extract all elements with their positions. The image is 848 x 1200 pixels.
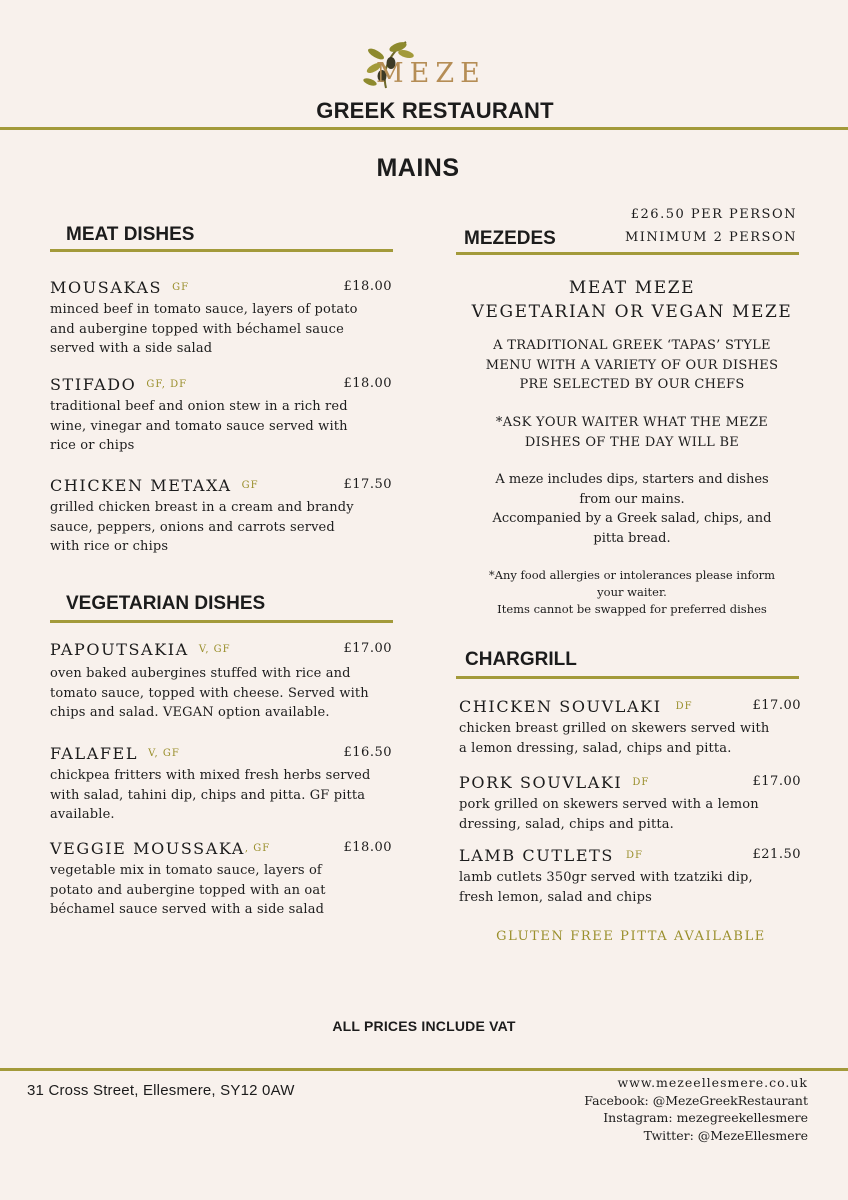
dish-name: CHICKEN SOUVLAKI	[459, 697, 662, 716]
chargrill-divider	[456, 676, 799, 679]
meat-dishes-divider	[50, 249, 393, 252]
dish-pork-souvlaki	[459, 773, 807, 834]
vegetarian-dishes-divider	[50, 620, 393, 623]
mezedes-title: MEZEDES	[464, 228, 556, 249]
contact-info	[584, 1074, 808, 1144]
dish-lamb-cutlets	[459, 846, 807, 907]
meze-description: A TRADITIONAL GREEK ‘TAPAS’ STYLE MENU WITH A VARIETY OF OUR DISHES PRE SELECTED BY OUR CHEFS	[485, 338, 779, 392]
mezedes-price: £26.50 PER PERSON	[630, 207, 797, 222]
dish-description: vegetable mix in tomato sauce, layers of potato and aubergine topped with an oat béchamel sauce served with a side salad	[50, 863, 326, 918]
dish-name: CHICKEN METAXA	[50, 476, 232, 495]
address: 31 Cross Street, Ellesmere, SY12 0AW	[27, 1082, 295, 1099]
dish-name: MOUSAKAS	[50, 278, 163, 297]
dish-name: PORK SOUVLAKI	[459, 773, 623, 792]
dish-description: pork grilled on skewers served with a lemon dressing, salad, chips and pitta.	[459, 797, 759, 832]
dish-tag: GF	[241, 480, 259, 491]
facebook-link[interactable]: Facebook: @MezeGreekRestaurant	[584, 1092, 808, 1108]
dish-tag: GF, DF	[146, 379, 188, 390]
dish-price: £17.00	[752, 698, 801, 713]
dish-tag: V, GF	[198, 644, 231, 655]
mezedes-divider	[456, 252, 799, 255]
dish-mousakas	[50, 278, 398, 359]
dish-description: lamb cutlets 350gr served with tzatziki dip, fresh lemon, salad and chips	[459, 870, 753, 905]
dish-papoutsakia	[50, 640, 398, 723]
vat-note: ALL PRICES INCLUDE VAT	[332, 1018, 516, 1034]
dish-name: VEGGIE MOUSSAKA	[50, 839, 245, 858]
dish-price: £17.00	[343, 641, 392, 656]
page-title: MAINS	[376, 154, 460, 182]
dish-price: £21.50	[752, 847, 801, 862]
dish-falafel	[50, 744, 398, 825]
dish-price: £18.00	[343, 376, 392, 391]
logo-wordmark: MEZE	[376, 58, 486, 89]
vegetarian-dishes-title: VEGETARIAN DISHES	[66, 593, 266, 614]
dish-name: PAPOUTSAKIA	[50, 640, 189, 659]
dish-tag: , GF	[244, 843, 271, 854]
dish-tag: DF	[675, 701, 693, 712]
dish-price: £18.00	[343, 840, 392, 855]
dish-chicken-metaxa	[50, 476, 398, 557]
dish-veggie-moussaka	[50, 839, 398, 920]
dish-chicken-souvlaki	[459, 697, 807, 758]
website-link[interactable]: www.mezeellesmere.co.uk	[617, 1075, 808, 1090]
dish-description: traditional beef and onion stew in a rich red wine, vinegar and tomato sauce served with rice or chips	[50, 399, 348, 454]
dish-description: chickpea fritters with mixed fresh herbs served with salad, tahini dip, chips and pitta. GF pitta available.	[50, 768, 371, 823]
dish-price: £17.50	[343, 477, 392, 492]
twitter-link[interactable]: Twitter: @MezeEllesmere	[643, 1127, 808, 1143]
meat-dishes-title: MEAT DISHES	[66, 224, 195, 245]
dish-description: chicken breast grilled on skewers served with a lemon dressing, salad, chips and pitta.	[459, 721, 770, 756]
meze-heading: MEAT MEZE VEGETARIAN OR VEGAN MEZE	[471, 278, 793, 322]
meze-ask-note: *ASK YOUR WAITER WHAT THE MEZE DISHES OF THE DAY WILL BE	[495, 415, 769, 450]
footer-divider	[0, 1068, 848, 1071]
dish-description: minced beef in tomato sauce, layers of potato and aubergine topped with béchamel sauce served with a side salad	[50, 302, 358, 357]
meze-allergy-note: *Any food allergies or intolerances please inform your waiter. Items cannot be swapped for preferred dishes	[488, 568, 776, 616]
dish-price: £17.00	[752, 774, 801, 789]
dish-description: grilled chicken breast in a cream and brandy sauce, peppers, onions and carrots served with rice or chips	[50, 500, 354, 555]
dish-price: £16.50	[343, 745, 392, 760]
chargrill-title: CHARGRILL	[465, 649, 577, 670]
meze-includes-note: A meze includes dips, starters and dishes from our mains. Accompanied by a Greek salad, chips, and pitta bread.	[492, 472, 772, 546]
dish-stifado	[50, 375, 398, 456]
dish-price: £18.00	[343, 279, 392, 294]
mezedes-minimum: MINIMUM 2 PERSON	[624, 230, 797, 245]
dish-name: STIFADO	[50, 375, 137, 394]
dish-tag: DF	[632, 777, 650, 788]
dish-description: oven baked aubergines stuffed with rice and tomato sauce, topped with cheese. Served with chips and salad. VEGAN option available.	[50, 666, 369, 721]
instagram-link[interactable]: Instagram: mezegreekellesmere	[603, 1110, 808, 1125]
header-divider	[0, 127, 848, 130]
dish-tag: DF	[625, 850, 643, 861]
dish-tag: GF	[172, 282, 190, 293]
dish-name: LAMB CUTLETS	[459, 846, 614, 865]
gluten-free-pitta-note: GLUTEN FREE PITTA AVAILABLE	[496, 929, 766, 944]
restaurant-subtitle: GREEK RESTAURANT	[316, 98, 554, 123]
dish-name: FALAFEL	[50, 744, 139, 763]
dish-tag: V, GF	[148, 748, 180, 759]
